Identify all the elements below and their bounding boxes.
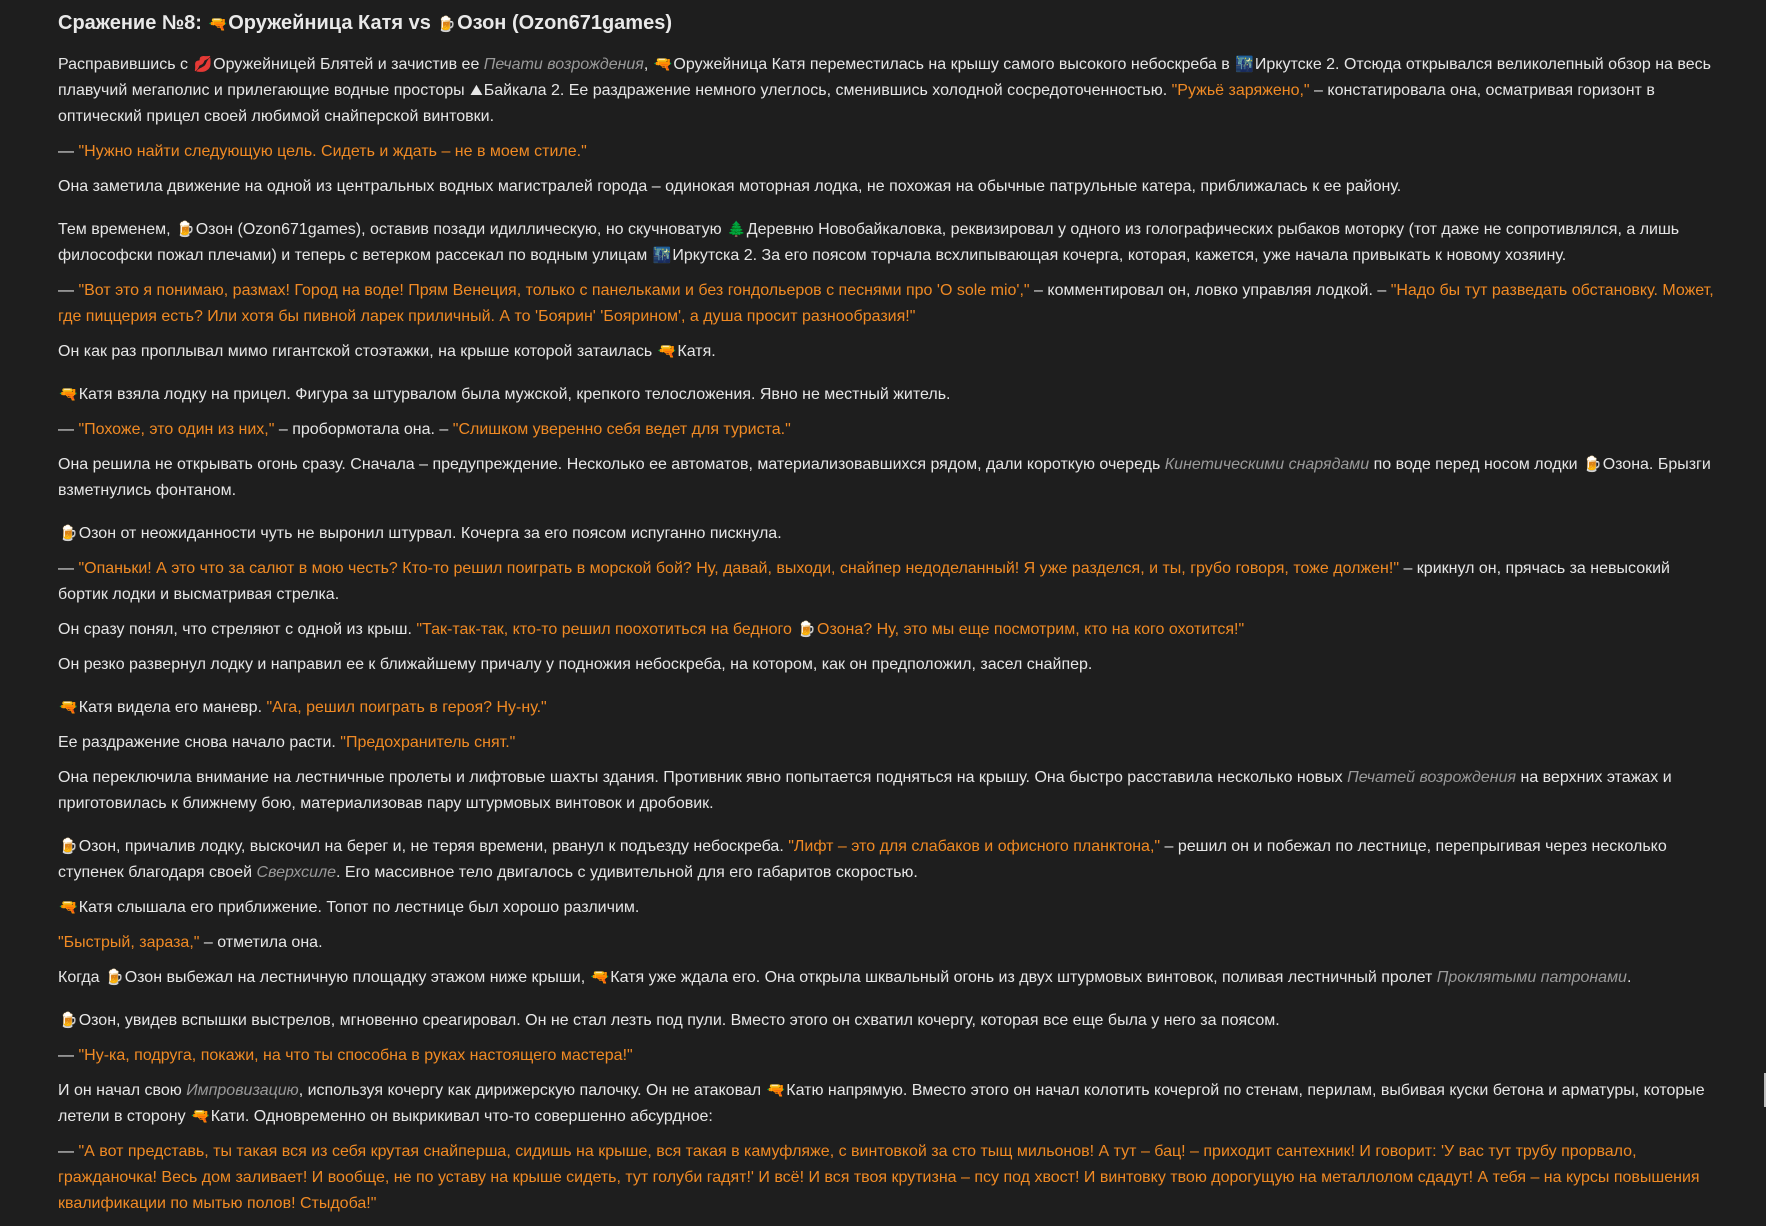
beer-mug-icon: 🍺 xyxy=(105,969,124,986)
narration-text: Катя видела его маневр. xyxy=(78,699,267,716)
quote-text: "Надо бы тут разведать обстановку. Может, где пиццерия есть? Или хотя бы пивной ларек приличный. А то 'Боярин' 'Боярином', а душа просит разнообразия!" xyxy=(58,282,1714,325)
paragraph xyxy=(58,452,1718,504)
water-gun-icon: 🔫 xyxy=(653,56,673,73)
narration-text: Катя уже ждала его. Она открыла шквальный огонь из двух штурмовых винтовок, поливая лестничный пролет xyxy=(610,969,1437,986)
narration-text: — xyxy=(58,282,79,299)
quote-text: "Быстрый, зараза," xyxy=(58,934,200,951)
mountain-lake-icon: ⛰ xyxy=(470,82,483,99)
water-gun-icon: 🔫 xyxy=(590,969,610,986)
narration-text: Оружейница Катя переместилась на крышу самого высокого небоскреба в xyxy=(673,56,1235,73)
narration-text: Деревню Новобайкаловка, реквизировал у одного из голографических рыбаков моторку (тот даже не сопротивлялся, а лишь философски пожал плечами) и теперь с ветерком рассекал по водным улицам xyxy=(58,221,1680,264)
narration-text: Озон, причалив лодку, выскочил на берег и, не теряя времени, рванул к подъезду небоскреба. xyxy=(78,838,789,855)
water-gun-icon: 🔫 xyxy=(59,899,78,916)
narration-text: — xyxy=(58,1143,79,1160)
paragraph xyxy=(58,965,1718,991)
paragraph xyxy=(58,1139,1718,1217)
narration-text: Он резко развернул лодку и направил ее к ближайшему причалу у подножия небоскреба, на котором, как он предположил, засел снайпер. xyxy=(58,656,1093,673)
narration-text: Катя. xyxy=(677,343,716,360)
narration-text: Оружейницей Блятей и зачистив ее xyxy=(213,56,484,73)
paragraph xyxy=(58,139,1718,165)
paragraph xyxy=(58,1008,1718,1034)
narration-text: Байкала 2. Ее раздражение немного улеглось, сменившись холодной сосредоточенностью. xyxy=(483,82,1172,99)
paragraph xyxy=(58,895,1718,921)
paragraph xyxy=(58,382,1718,408)
ability-name: Проклятыми патронами xyxy=(1436,969,1627,986)
narration-text: Расправившись с xyxy=(58,56,193,73)
paragraph xyxy=(58,765,1718,817)
document xyxy=(58,10,1718,1226)
paragraph xyxy=(58,278,1718,330)
narration-text: — xyxy=(58,1047,79,1064)
paragraph xyxy=(58,174,1718,200)
narration-text: — xyxy=(58,421,79,438)
beer-mug-icon: 🍺 xyxy=(59,525,78,542)
narration-text: . xyxy=(1626,969,1632,986)
narration-text: Он как раз проплывал мимо гигантской стоэтажки, на крыше которой затаилась xyxy=(58,343,657,360)
city-night-icon: 🌃 xyxy=(1235,56,1254,73)
beer-mug-icon: 🍺 xyxy=(1583,456,1602,473)
beer-mug-icon: 🍺 xyxy=(59,1012,78,1029)
battle-title: Сражение №8: 🔫Оружейница Катя vs 🍺Озон (Ozon671games) xyxy=(58,12,672,34)
narration-text: Когда xyxy=(58,969,105,986)
narration-text: Она переключила внимание на лестничные пролеты и лифтовые шахты здания. Противник явно попытается подняться на крышу. Она быстро расставила несколько новых xyxy=(58,769,1348,786)
narration-text: Озона. Брызги взметнулись фонтаном. xyxy=(58,456,1711,499)
quote-text: "Лифт – это для слабаков и офисного планктона," xyxy=(788,838,1161,855)
narration-text: Катя взяла лодку на прицел. Фигура за штурвалом была мужской, крепкого телосложения. Явно не местный житель. xyxy=(78,386,951,403)
ability-name: Печати возрождения xyxy=(483,56,644,73)
narration-text: на верхних этажах и приготовилась к ближнему бою, материализовав пару штурмовых винтовок и дробовик. xyxy=(58,769,1672,812)
narration-text: – пробормотала она. – xyxy=(274,421,453,438)
story-body xyxy=(58,52,1718,1217)
paragraph xyxy=(58,417,1718,443)
quote-text: "Похоже, это один из них," xyxy=(78,421,275,438)
narration-text: – крикнул он, прячась за невысокий бортик лодки и высматривая стрелка. xyxy=(58,560,1670,603)
quote-text: "Слишком уверенно себя ведет для туриста." xyxy=(452,421,791,438)
ability-name: Сверхсиле xyxy=(256,864,336,881)
lips-icon: 💋 xyxy=(193,56,213,73)
paragraph xyxy=(58,652,1718,678)
water-gun-icon: 🔫 xyxy=(657,343,677,360)
quote-text: "Ну-ка, подруга, покажи, на что ты способна в руках настоящего мастера!" xyxy=(78,1047,633,1064)
narration-text: , используя кочергу как дирижерскую палочку. Он не атаковал xyxy=(298,1082,766,1099)
quote-text: "Ружьё заряжено," xyxy=(1171,82,1310,99)
paragraph xyxy=(58,52,1718,130)
narration-text: Он сразу понял, что стреляют с одной из крыш. xyxy=(58,621,417,638)
narration-text: И он начал свою xyxy=(58,1082,187,1099)
ability-name: Кинетическими снарядами xyxy=(1164,456,1370,473)
paragraph xyxy=(58,1043,1718,1069)
quote-text: "Предохранитель снят." xyxy=(340,734,516,751)
quote-text: "Нужно найти следующую цель. Сидеть и ждать – не в моем стиле." xyxy=(78,143,587,160)
narration-text: Ее раздражение снова начало расти. xyxy=(58,734,341,751)
paragraph xyxy=(58,521,1718,547)
narration-text: – констатировала она, осматривая горизонт в оптический прицел своей любимой снайперской винтовки. xyxy=(58,82,1655,125)
quote-text: "Опаньки! А это что за салют в мою честь? Кто-то решил поиграть в морской бой? Ну, давай, выходи, снайпер недоделанный! Я уже разделся, и ты, грубо говоря, тоже должен!" xyxy=(78,560,1400,577)
quote-text: "Вот это я понимаю, размах! Город на воде! Прям Венеция, только с панельками и без гондольеров с песнями про 'O sole mio'," xyxy=(78,282,1030,299)
city-night-icon: 🌃 xyxy=(652,247,672,264)
water-gun-icon: 🔫 xyxy=(766,1082,786,1099)
paragraph xyxy=(58,617,1718,643)
paragraph xyxy=(58,695,1718,721)
narration-text: – комментировал он, ловко управляя лодкой. – xyxy=(1029,282,1391,299)
narration-text: Кати. Одновременно он выкрикивал что-то совершенно абсурдное: xyxy=(210,1108,713,1125)
narration-text: Она решила не открывать огонь сразу. Сначала – предупреждение. Несколько ее автоматов, материализовавшихся рядом, дали короткую очередь xyxy=(58,456,1165,473)
narration-text: Тем временем, xyxy=(58,221,176,238)
narration-text: , xyxy=(643,56,653,73)
quote-text: "А вот представь, ты такая вся из себя крутая снайперша, сидишь на крыше, вся такая в камуфляже, с винтовкой за сто тыщ мильонов! А тут – бац! – приходит сантехник! И говорит: 'У вас тут трубу прорвало, гражданочка! Весь дом заливает! И вообще, не по уставу на крыше сидеть, тут голуби гадят!' И всё! И вся твоя крутизна – псу под хвост! И винтовку твою дорогущую на металлолом сдадут! А тебя – на курсы повышения квалификации по мытью полов! Стыдоба!" xyxy=(58,1143,1700,1212)
ability-name: Импровизацию xyxy=(186,1082,299,1099)
narration-text: Озон от неожиданности чуть не выронил штурвал. Кочерга за его поясом испуганно пискнула. xyxy=(78,525,782,542)
beer-mug-icon: 🍺 xyxy=(797,621,817,638)
water-gun-icon: 🔫 xyxy=(191,1108,210,1125)
quote-text: "Так-так-так, кто-то решил поохотиться на бедного xyxy=(416,621,797,638)
water-gun-icon: 🔫 xyxy=(59,386,78,403)
narration-text: Иркутске 2. Отсюда открывался великолепный обзор на весь плавучий мегаполис и прилегающие водные просторы xyxy=(58,56,1711,99)
narration-text: Катю напрямую. Вместо этого он начал колотить кочергой по стенам, перилам, выбивая куски бетона и арматуры, которые летели в сторону xyxy=(58,1082,1705,1125)
water-gun-icon: 🔫 xyxy=(59,699,78,716)
narration-text: – решил он и побежал по лестнице, перепрыгивая через несколько ступенек благодаря своей xyxy=(58,838,1667,881)
narration-text: Озон (Ozon671games), оставив позади идиллическую, но скучноватую xyxy=(195,221,727,238)
narration-text: Иркутска 2. За его поясом торчала всхлипывающая кочерга, которая, кажется, уже начала привыкать к новому хозяину. xyxy=(672,247,1567,264)
narration-text: Катя слышала его приближение. Топот по лестнице был хорошо различим. xyxy=(78,899,640,916)
paragraph xyxy=(58,930,1718,956)
narration-text: — xyxy=(58,560,79,577)
paragraph xyxy=(58,834,1718,886)
narration-text: – отметила она. xyxy=(199,934,323,951)
paragraph xyxy=(58,217,1718,269)
beer-mug-icon: 🍺 xyxy=(59,838,78,855)
paragraph xyxy=(58,730,1718,756)
narration-text: . Его массивное тело двигалось с удивительной для его габаритов скоростью. xyxy=(336,864,918,881)
ability-name: Печатей возрождения xyxy=(1347,769,1517,786)
narration-text: Озон, увидев вспышки выстрелов, мгновенно среагировал. Он не стал лезть под пули. Вместо этого он схватил кочергу, которая все еще была у него за поясом. xyxy=(78,1012,1280,1029)
narration-text: Озон выбежал на лестничную площадку этажом ниже крыши, xyxy=(124,969,590,986)
paragraph xyxy=(58,1078,1718,1130)
narration-text: — xyxy=(58,143,79,160)
narration-text: Она заметила движение на одной из центральных водных магистралей города – одинокая моторная лодка, не похожая на обычные патрульные катера, приближалась к ее району. xyxy=(58,178,1402,195)
water-gun-icon: 🔫 xyxy=(208,16,228,33)
paragraph xyxy=(58,556,1718,608)
beer-mug-icon: 🍺 xyxy=(176,221,195,238)
pine-tree-icon: 🌲 xyxy=(727,221,746,238)
quote-text: Озона? Ну, это мы еще посмотрим, кто на кого охотится!" xyxy=(817,621,1245,638)
narration-text: по воде перед носом лодки xyxy=(1369,456,1582,473)
quote-text: "Ага, решил поиграть в героя? Ну-ну." xyxy=(266,699,547,716)
paragraph xyxy=(58,339,1718,365)
beer-mug-icon: 🍺 xyxy=(437,16,457,33)
